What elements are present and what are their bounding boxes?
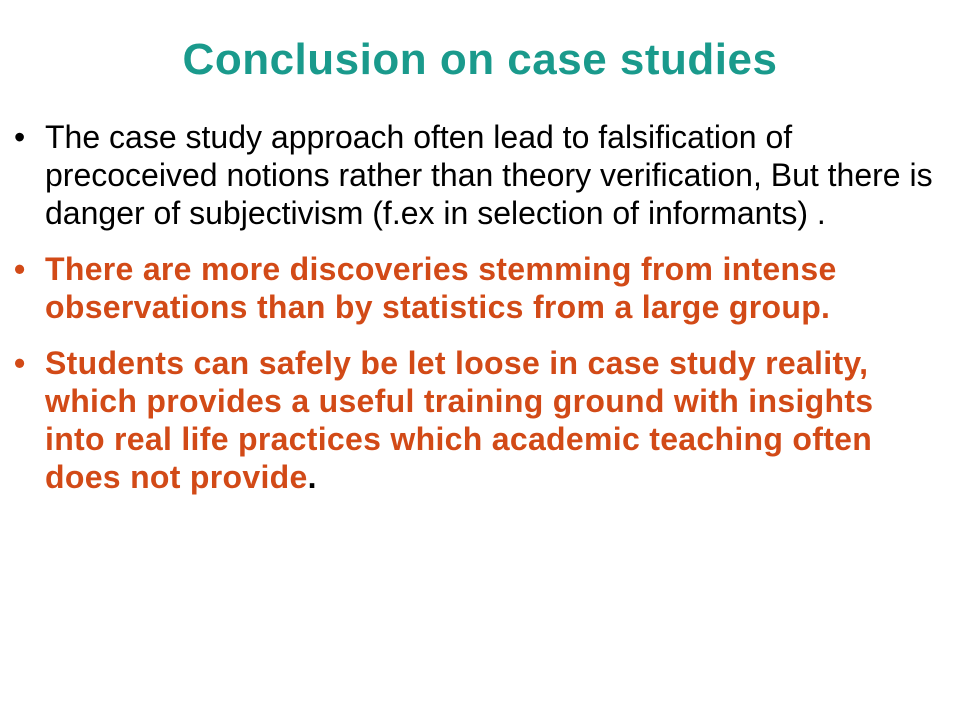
slide-title: Conclusion on case studies [182,35,778,84]
bullet-marker: • [14,119,26,155]
bullet-marker: • [14,251,26,287]
bullet-item-2 [0,250,960,326]
bullet-text-2: There are more discoveries stemming from intense observations than by statistics from a large group. [45,251,837,325]
bullet-trailing-3: . [307,459,317,495]
bullet-marker: • [14,345,26,381]
bullet-item-1 [0,118,960,232]
bullet-text-3: Students can safely be let loose in case study reality, which provides a useful training ground with insights into real life practices which academic teaching often does not provide [45,345,874,495]
bullet-item-3 [0,344,960,496]
bullet-trailing-1: . [808,195,826,231]
bullet-text-1: The case study approach often lead to falsification of precoceived notions rather than theory verification, But there is danger of subjectivism (f.ex in selection of informants) [45,119,933,231]
bullet-list [0,118,960,514]
